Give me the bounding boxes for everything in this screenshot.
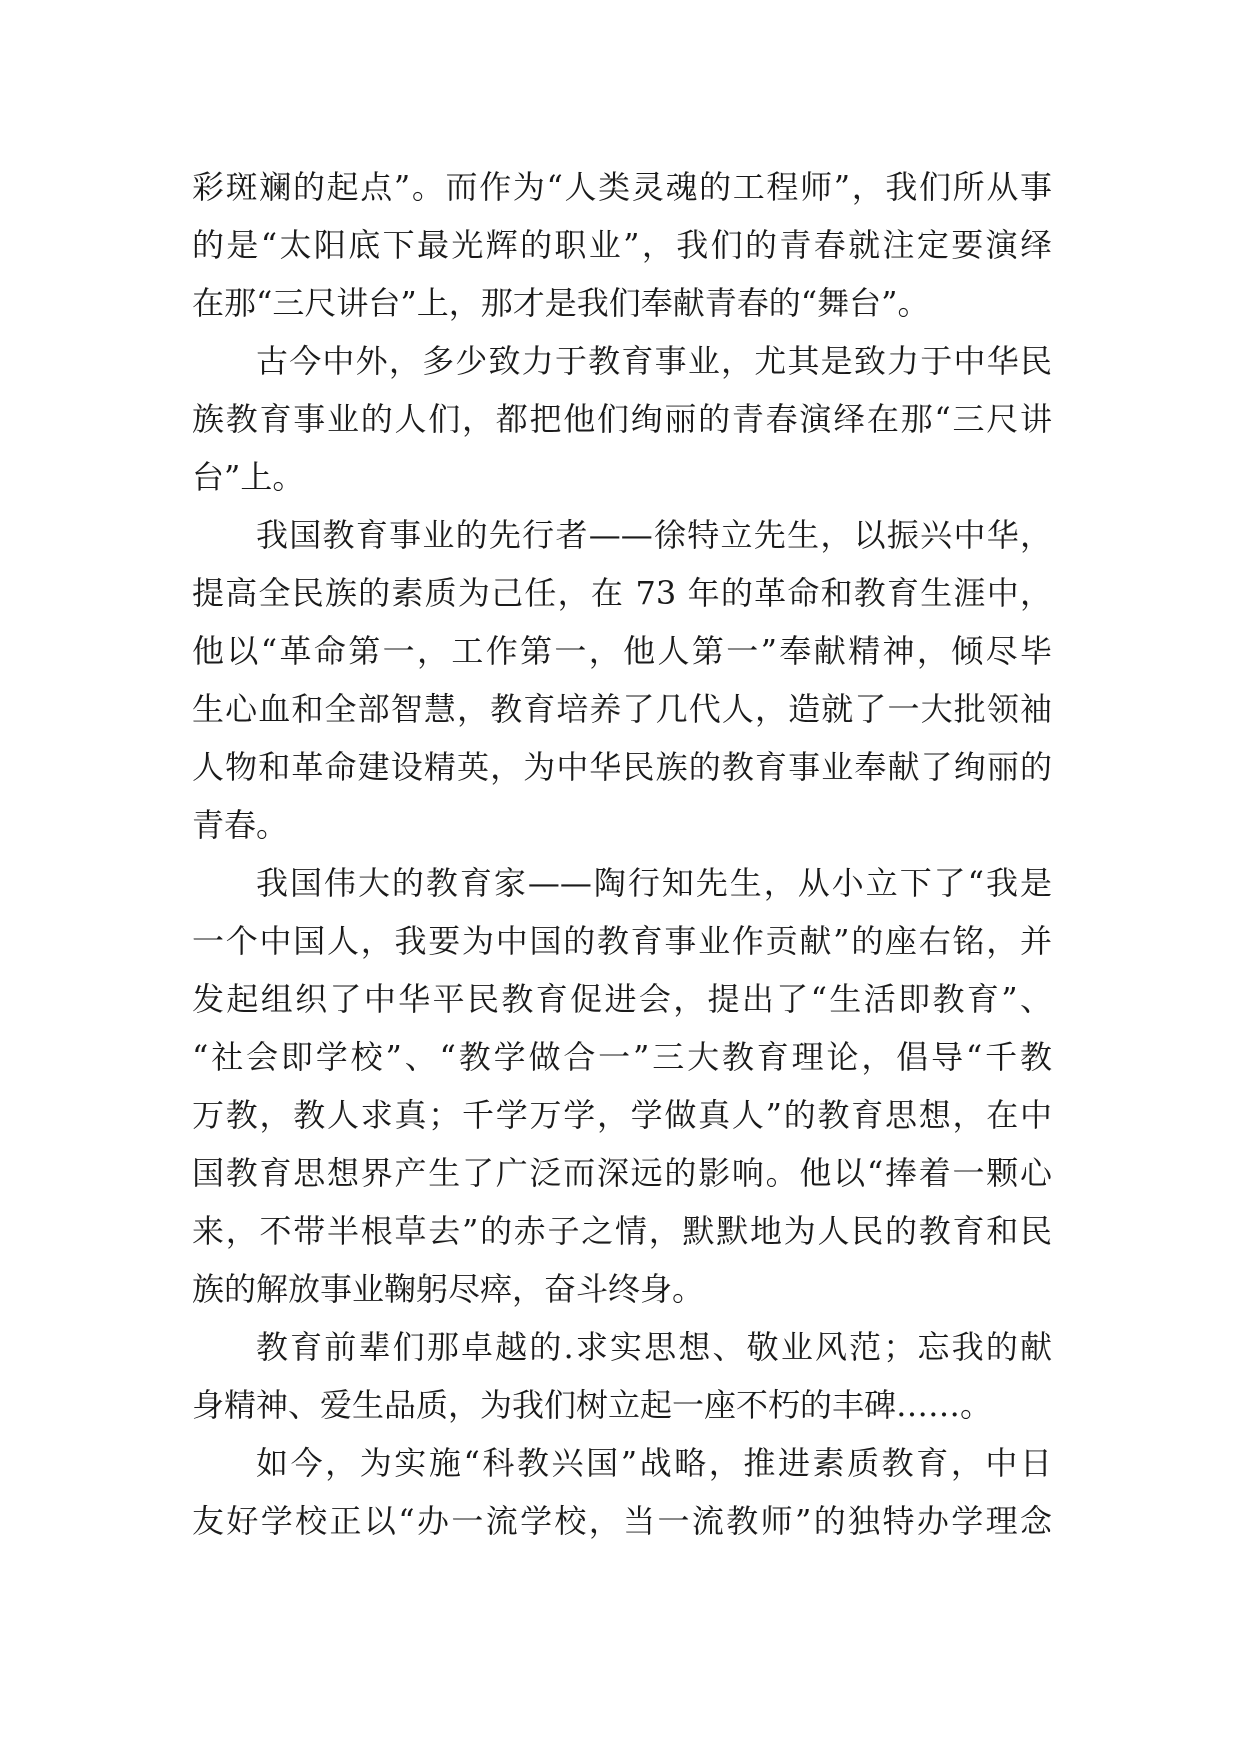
document-body (192, 158, 1052, 1550)
text-line: 提高全民族的素质为己任，在 73 年的革命和教育生涯中， (192, 574, 1052, 612)
text-line: 人物和革命建设精英，为中华民族的教育事业奉献了绚丽的 (192, 748, 1052, 786)
text-line: 青春。 (192, 806, 289, 844)
text-line: 族的解放事业鞠躬尽瘁，奋斗终身。 (192, 1270, 705, 1308)
text-line: 古今中外，多少致力于教育事业，尤其是致力于中华民 (256, 342, 1052, 380)
text-line: 彩斑斓的起点”。而作为“人类灵魂的工程师”，我们所从事 (192, 168, 1052, 206)
paragraph (192, 1318, 1052, 1434)
paragraph (192, 854, 1052, 1318)
paragraph (192, 158, 1052, 332)
text-line: 在那“三尺讲台”上，那才是我们奉献青春的“舞台”。 (192, 284, 930, 322)
text-line: 族教育事业的人们，都把他们绚丽的青春演绎在那“三尺讲 (192, 400, 1052, 438)
text-line: 身精神、爱生品质，为我们树立起一座不朽的丰碑……。 (192, 1386, 993, 1424)
text-line: 友好学校正以“办一流学校，当一流教师”的独特办学理念 (192, 1502, 1052, 1540)
text-line: 国教育思想界产生了广泛而深远的影响。他以“捧着一颗心 (192, 1154, 1052, 1192)
text-line: 来，不带半根草去”的赤子之情，默默地为人民的教育和民 (192, 1212, 1052, 1250)
text-line: 一个中国人，我要为中国的教育事业作贡献”的座右铭，并 (192, 922, 1052, 960)
text-line: 万教，教人求真；千学万学，学做真人”的教育思想，在中 (192, 1096, 1052, 1134)
text-line: 如今，为实施“科教兴国”战略，推进素质教育，中日 (256, 1444, 1052, 1482)
text-line: 的是“太阳底下最光辉的职业”，我们的青春就注定要演绎 (192, 226, 1052, 264)
paragraph (192, 332, 1052, 506)
text-line: “社会即学校”、“教学做合一”三大教育理论，倡导“千教 (192, 1038, 1052, 1076)
paragraph (192, 1434, 1052, 1550)
text-line: 我国教育事业的先行者——徐特立先生，以振兴中华， (256, 516, 1052, 554)
text-line: 发起组织了中华平民教育促进会，提出了“生活即教育”、 (192, 980, 1052, 1018)
text-line: 我国伟大的教育家——陶行知先生，从小立下了“我是 (256, 864, 1052, 902)
text-line: 教育前辈们那卓越的.求实思想、敬业风范；忘我的献 (256, 1328, 1052, 1366)
text-line: 台”上。 (192, 458, 305, 496)
paragraph (192, 506, 1052, 854)
text-line: 生心血和全部智慧，教育培养了几代人，造就了一大批领袖 (192, 690, 1052, 728)
text-line: 他以“革命第一，工作第一，他人第一”奉献精神，倾尽毕 (192, 632, 1052, 670)
